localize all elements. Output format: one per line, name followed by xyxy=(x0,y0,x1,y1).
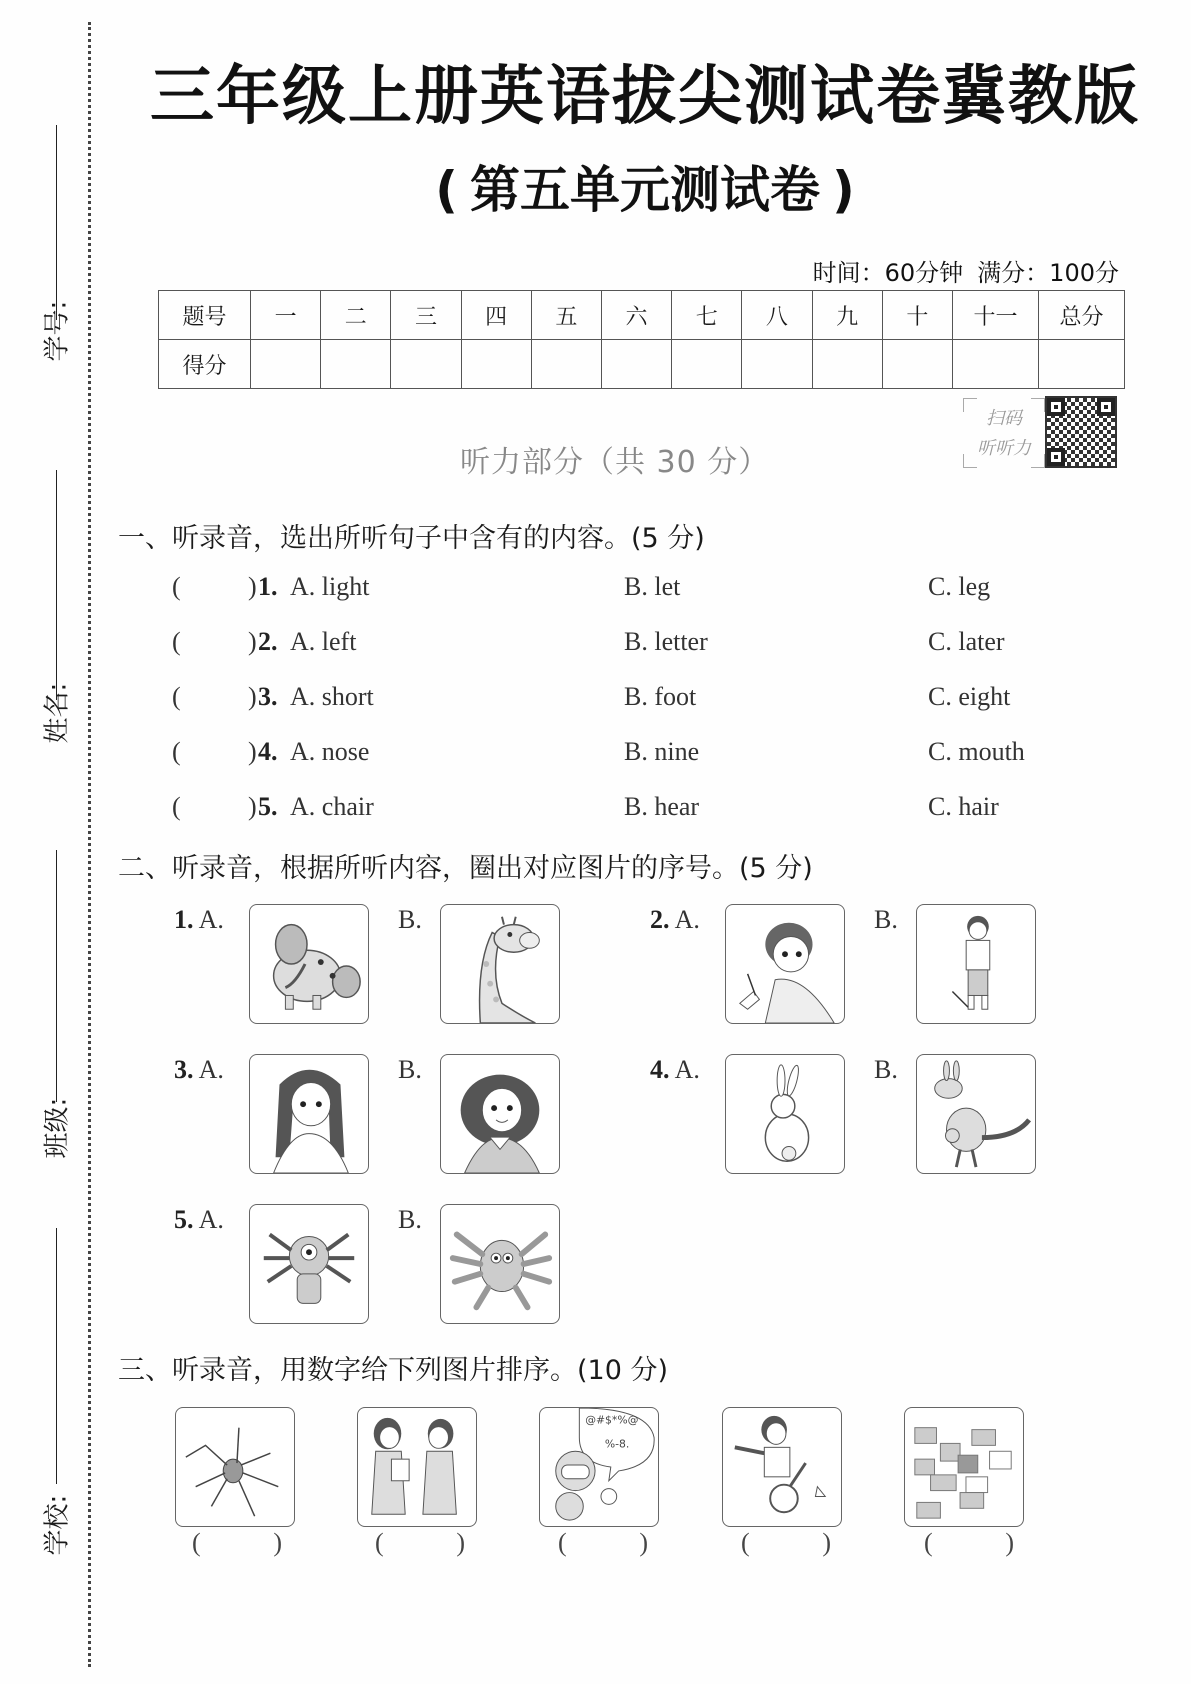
total-header: 总分 xyxy=(1039,291,1125,340)
question-number: 5. xyxy=(258,792,278,821)
qr-caption-line1: 扫码 xyxy=(986,408,1022,429)
page-title: 三年级上册英语拔尖测试卷冀教版 xyxy=(150,60,1140,134)
score-table-score-row xyxy=(159,340,1125,389)
qr-finder-icon xyxy=(1047,398,1065,416)
score-cell[interactable] xyxy=(391,340,461,389)
col-header: 七 xyxy=(672,291,742,340)
option-b-label: B. xyxy=(398,905,422,934)
answer-paren-close: ) xyxy=(248,682,257,711)
option-b[interactable]: B. let xyxy=(624,572,681,601)
paren-close: ) xyxy=(1005,1528,1014,1557)
score-cell[interactable] xyxy=(531,340,601,389)
school-blank[interactable] xyxy=(56,1228,57,1484)
option-c[interactable]: C. eight xyxy=(928,682,1011,711)
jigsaw-puzzle-icon xyxy=(905,1408,1023,1526)
two-girls-picture[interactable] xyxy=(357,1407,477,1527)
score-cell[interactable] xyxy=(742,340,812,389)
score-cell[interactable] xyxy=(461,340,531,389)
option-b[interactable]: B. letter xyxy=(624,627,708,656)
answer-paren-close: ) xyxy=(248,572,257,601)
elephant-picture[interactable] xyxy=(249,904,369,1024)
item-number: 1. xyxy=(174,905,194,934)
exam-time: 时间：60分钟 xyxy=(812,259,964,287)
option-c[interactable]: C. later xyxy=(928,627,1005,656)
item-label xyxy=(174,1055,224,1085)
svg-text:@#$*%@: @#$*%@ xyxy=(585,1413,639,1427)
giraffe-picture[interactable] xyxy=(440,904,560,1024)
paren-open: ( xyxy=(741,1528,750,1557)
order-answer-blank[interactable] xyxy=(192,1528,282,1558)
exam-full-score: 满分：100分 xyxy=(977,259,1119,287)
option-b[interactable]: B. hear xyxy=(624,792,700,821)
col-header: 二 xyxy=(321,291,391,340)
option-c[interactable]: C. mouth xyxy=(928,737,1025,766)
elephant-icon xyxy=(250,905,368,1023)
option-b-label: B. xyxy=(398,1205,422,1234)
kangaroo-picture[interactable] xyxy=(916,1054,1036,1174)
mc-question-row xyxy=(172,792,1072,826)
answer-paren-open: ( xyxy=(172,627,181,656)
student-id-label: 学号: xyxy=(42,300,73,362)
subtitle-text: 第五单元测试卷 xyxy=(470,161,820,219)
kangaroo-icon xyxy=(917,1055,1035,1173)
spider-icon xyxy=(176,1408,294,1526)
class-blank[interactable] xyxy=(56,850,57,1102)
paren-open: ( xyxy=(924,1528,933,1557)
col-header: 十一 xyxy=(953,291,1039,340)
paren-close: ) xyxy=(822,1528,831,1557)
answer-paren-open: ( xyxy=(172,682,181,711)
score-cell[interactable] xyxy=(672,340,742,389)
option-a[interactable]: A. light xyxy=(290,572,370,601)
paren-open: ( xyxy=(375,1528,384,1557)
one-eyed-monster-picture[interactable] xyxy=(249,1204,369,1324)
col-header: 九 xyxy=(812,291,882,340)
score-table-header-row xyxy=(159,291,1125,340)
two-eyed-monster-icon xyxy=(441,1205,559,1323)
option-b-label: B. xyxy=(874,905,898,934)
item-label xyxy=(174,1205,224,1235)
col-header: 四 xyxy=(461,291,531,340)
page-subtitle xyxy=(150,150,1140,222)
score-cell[interactable] xyxy=(321,340,391,389)
option-c[interactable]: C. leg xyxy=(928,572,991,601)
rabbit-picture[interactable] xyxy=(725,1054,845,1174)
subtitle-paren-close: ) xyxy=(832,161,855,219)
qr-finder-icon xyxy=(1097,398,1115,416)
answer-paren-close: ) xyxy=(248,737,257,766)
boy-hand-picture[interactable] xyxy=(725,904,845,1024)
score-table xyxy=(158,290,1125,389)
school-label: 学校: xyxy=(42,1494,73,1556)
section2-title: 二、听录音，根据所听内容，圈出对应图片的序号。(5 分) xyxy=(118,853,813,884)
col-header: 五 xyxy=(531,291,601,340)
boy-pointing-foot-icon xyxy=(917,905,1035,1023)
robot-speaking-picture[interactable] xyxy=(539,1407,659,1527)
question-number: 3. xyxy=(258,682,278,711)
section1-title: 一、听录音，选出所听句子中含有的内容。(5 分) xyxy=(118,523,705,554)
qr-finder-icon xyxy=(1047,448,1065,466)
rabbit-icon xyxy=(726,1055,844,1173)
option-a-label: A. xyxy=(198,1055,224,1084)
mc-question-row xyxy=(172,627,1072,661)
option-b[interactable]: B. nine xyxy=(624,737,700,766)
order-answer-blank[interactable] xyxy=(924,1528,1014,1558)
score-cell[interactable] xyxy=(812,340,882,389)
mc-question-row xyxy=(172,682,1072,716)
name-blank[interactable] xyxy=(56,470,57,700)
score-cell[interactable] xyxy=(882,340,952,389)
question-number: 4. xyxy=(258,737,278,766)
col-header: 十 xyxy=(882,291,952,340)
option-a[interactable]: A. nose xyxy=(290,737,370,766)
option-b[interactable]: B. foot xyxy=(624,682,697,711)
answer-paren-open: ( xyxy=(172,737,181,766)
col-header: 六 xyxy=(601,291,671,340)
option-a[interactable]: A. chair xyxy=(290,792,374,821)
two-eyed-monster-picture[interactable] xyxy=(440,1204,560,1324)
name-label: 姓名: xyxy=(42,682,73,744)
robot-speech-icon xyxy=(540,1408,658,1526)
section3-title: 三、听录音，用数字给下列图片排序。(10 分) xyxy=(118,1355,669,1386)
class-label: 班级: xyxy=(42,1097,73,1159)
order-answer-blank[interactable] xyxy=(741,1528,831,1558)
subtitle-paren-open: ( xyxy=(435,161,458,219)
col-header: 三 xyxy=(391,291,461,340)
option-a-label: A. xyxy=(674,905,700,934)
giraffe-icon xyxy=(441,905,559,1023)
option-a[interactable]: A. left xyxy=(290,627,357,656)
spider-picture[interactable] xyxy=(175,1407,295,1527)
paren-close: ) xyxy=(273,1528,282,1557)
score-label: 得分 xyxy=(159,340,251,389)
score-cell[interactable] xyxy=(251,340,321,389)
option-b-label: B. xyxy=(874,1055,898,1084)
question-number: 2. xyxy=(258,627,278,656)
option-a-label: A. xyxy=(198,905,224,934)
girl-curly-hair-picture[interactable] xyxy=(440,1054,560,1174)
qr-code-icon[interactable] xyxy=(1045,396,1117,468)
item-label xyxy=(650,905,700,935)
answer-paren-open: ( xyxy=(172,572,181,601)
option-c[interactable]: C. hair xyxy=(928,792,999,821)
option-a-label: A. xyxy=(674,1055,700,1084)
paren-open: ( xyxy=(558,1528,567,1557)
two-girls-icon xyxy=(358,1408,476,1526)
item-number: 5. xyxy=(174,1205,194,1234)
qr-caption-line2: 听听力 xyxy=(977,438,1031,459)
girl-curly-hair-icon xyxy=(441,1055,559,1173)
option-a-label: A. xyxy=(198,1205,224,1234)
one-eyed-monster-icon xyxy=(250,1205,368,1323)
order-answer-blank[interactable] xyxy=(375,1528,465,1558)
svg-text:%-8.: %-8. xyxy=(604,1437,630,1451)
col-header: 八 xyxy=(742,291,812,340)
item-number: 2. xyxy=(650,905,670,934)
option-a[interactable]: A. short xyxy=(290,682,374,711)
cut-line-dotted xyxy=(88,22,91,1667)
col-header: 一 xyxy=(251,291,321,340)
score-cell[interactable] xyxy=(601,340,671,389)
item-number: 4. xyxy=(650,1055,670,1084)
mc-question-row xyxy=(172,737,1072,771)
answer-paren-open: ( xyxy=(172,792,181,821)
mc-question-row xyxy=(172,572,1072,606)
answer-paren-close: ) xyxy=(248,792,257,821)
answer-paren-close: ) xyxy=(248,627,257,656)
boy-badminton-icon xyxy=(723,1408,841,1526)
boy-pointing-hand-icon xyxy=(726,905,844,1023)
girl-straight-hair-picture[interactable] xyxy=(249,1054,369,1174)
student-id-blank[interactable] xyxy=(56,125,57,320)
qr-caption-frame xyxy=(963,398,1045,468)
exam-meta xyxy=(813,253,1119,288)
item-number: 3. xyxy=(174,1055,194,1084)
total-score-cell[interactable] xyxy=(1039,340,1125,389)
order-answer-blank[interactable] xyxy=(558,1528,648,1558)
boy-badminton-picture[interactable] xyxy=(722,1407,842,1527)
item-label xyxy=(650,1055,700,1085)
listening-section-heading: 听力部分（共 30 分） xyxy=(460,445,770,480)
paren-close: ) xyxy=(639,1528,648,1557)
girl-straight-hair-icon xyxy=(250,1055,368,1173)
score-cell[interactable] xyxy=(953,340,1039,389)
question-number: 1. xyxy=(258,572,278,601)
item-label xyxy=(174,905,224,935)
question-number-label: 题号 xyxy=(159,291,251,340)
boy-foot-picture[interactable] xyxy=(916,904,1036,1024)
option-b-label: B. xyxy=(398,1055,422,1084)
paren-close: ) xyxy=(456,1528,465,1557)
paren-open: ( xyxy=(192,1528,201,1557)
jigsaw-puzzle-picture[interactable] xyxy=(904,1407,1024,1527)
